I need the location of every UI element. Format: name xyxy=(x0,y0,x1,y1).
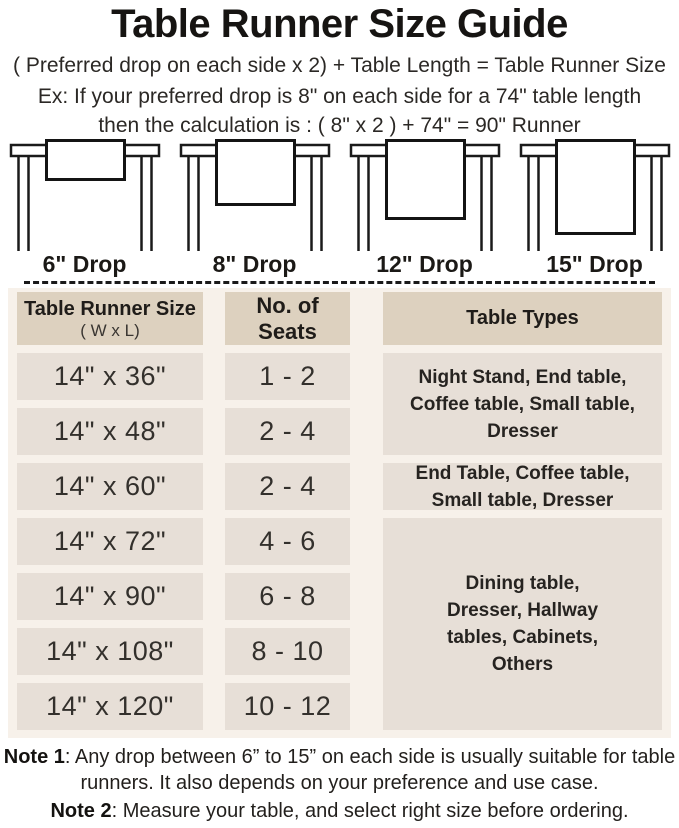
note-1-text: : Any drop between 6” to 15” on each side is usually suitable for table runners. It also depends on your preference and use case. xyxy=(64,746,676,794)
note-2 xyxy=(2,798,677,824)
table-illustration-6in xyxy=(9,139,161,277)
table-runner-diagram xyxy=(9,139,161,251)
drop-label: 15" Drop xyxy=(546,251,643,277)
drop-label: 6" Drop xyxy=(42,251,127,277)
note-2-text: : Measure your table, and select right size before ordering. xyxy=(111,800,629,822)
runner-size-cell: 14" x 60" xyxy=(17,463,203,510)
seats-cell: 10 - 12 xyxy=(225,683,350,730)
drop-illustrations xyxy=(0,139,679,277)
note-1-label: Note 1 xyxy=(3,746,65,768)
table-runner-diagram xyxy=(179,139,331,251)
table-types-cell: Dining table, Dresser, Hallway tables, Cabinets, Others xyxy=(383,518,662,730)
runner-drape xyxy=(46,141,124,180)
guide-header xyxy=(0,2,679,137)
table-illustration-8in xyxy=(179,139,331,277)
drop-label: 12" Drop xyxy=(376,251,473,277)
note-1 xyxy=(2,744,677,796)
runner-size-cell: 14" x 108" xyxy=(17,628,203,675)
runner-drape xyxy=(216,141,294,205)
table-types-cell: Night Stand, End table, Coffee table, Small table, Dresser xyxy=(383,353,662,455)
column-header-types: Table Types xyxy=(383,292,662,345)
column-header-runner-size xyxy=(17,292,203,345)
seats-cell: 2 - 4 xyxy=(225,463,350,510)
example-line-1: Ex: If your preferred drop is 8" on each side for a 74" table length xyxy=(37,85,642,108)
seats-cell: 1 - 2 xyxy=(225,353,350,400)
runner-size-cell: 14" x 36" xyxy=(17,353,203,400)
runner-size-cell: 14" x 120" xyxy=(17,683,203,730)
table-types-cell: End Table, Coffee table, Small table, Dresser xyxy=(383,463,662,510)
runner-drape xyxy=(556,141,634,234)
dashed-divider xyxy=(24,281,655,284)
runner-size-cell: 14" x 48" xyxy=(17,408,203,455)
seats-cell: 6 - 8 xyxy=(225,573,350,620)
size-table xyxy=(17,292,671,730)
runner-size-cell: 14" x 90" xyxy=(17,573,203,620)
seats-cell: 2 - 4 xyxy=(225,408,350,455)
seats-cell: 8 - 10 xyxy=(225,628,350,675)
table-runner-diagram xyxy=(519,139,671,251)
size-guide-page xyxy=(0,2,679,828)
column-header-runner-size-subtitle: ( W x L) xyxy=(80,320,140,340)
runner-drape xyxy=(386,141,464,219)
column-header-seats: No. of Seats xyxy=(225,292,350,345)
drop-label: 8" Drop xyxy=(212,251,297,277)
table-illustration-12in xyxy=(349,139,501,277)
size-table-panel xyxy=(8,288,671,738)
table-illustration-15in xyxy=(519,139,671,277)
seats-cell: 4 - 6 xyxy=(225,518,350,565)
formula-text: ( Preferred drop on each side x 2) + Table Length = Table Runner Size xyxy=(13,54,666,77)
table-runner-diagram xyxy=(349,139,501,251)
runner-size-cell: 14" x 72" xyxy=(17,518,203,565)
page-title: Table Runner Size Guide xyxy=(111,2,568,46)
note-2-label: Note 2 xyxy=(50,800,112,822)
column-header-runner-size-title: Table Runner Size xyxy=(24,297,196,320)
notes-section xyxy=(0,744,679,824)
example-line-2: then the calculation is : ( 8" x 2 ) + 74" = 90" Runner xyxy=(98,114,581,137)
